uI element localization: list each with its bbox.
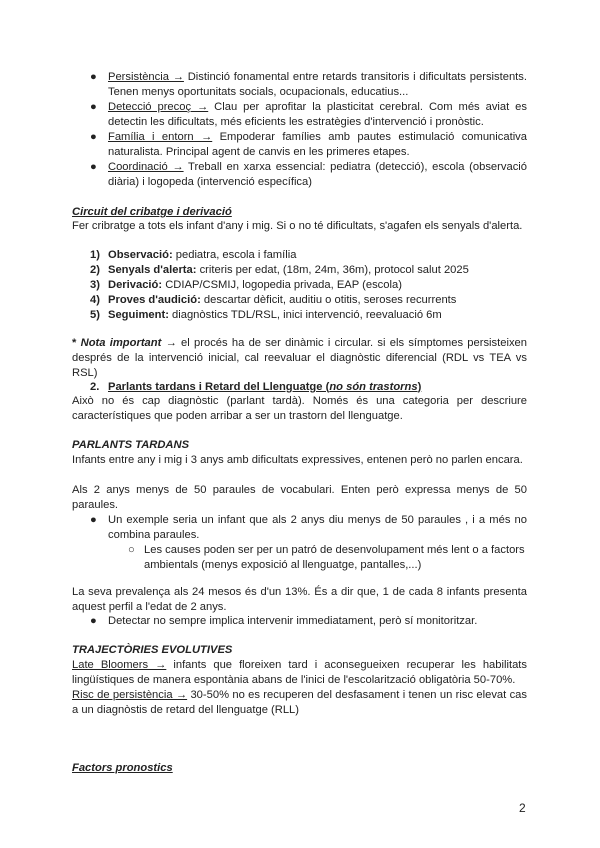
parlants-heading: PARLANTS TARDANS (72, 439, 190, 451)
parlants-p2: Als 2 anys menys de 50 paraules de vocabulari. Enten però expressa menys de 50 paraules. (72, 484, 527, 511)
late-bloomers-label: Late Bloomers → (72, 659, 167, 671)
list-item (90, 614, 527, 629)
step-number: 5) (90, 309, 100, 321)
step-number: 1) (90, 249, 100, 261)
bullet-text: Distinció fonamental entre retards transitoris i dificultats persistents. Tenen menys oportunitats socials, ocupacionals, educatius... (108, 71, 527, 98)
trajectories-heading: TRAJECTÒRIES EVOLUTIVES (72, 644, 233, 656)
list-item (90, 100, 527, 130)
sub-text: Les causes poden ser per un patró de desenvolupament més lent o a factors ambientals (menys exposició al llenguatge, pantalles,...) (144, 544, 525, 571)
step-label: Observació: (108, 249, 173, 261)
section-title (108, 380, 421, 395)
bullet-text: Empoderar famílies amb pautes estimulació comunicativa naturalista. Principal agent de canvis en les primeres etapes. (108, 131, 527, 158)
bullet-icon: ● (90, 101, 97, 113)
list-item (90, 70, 527, 100)
persistence-risk-label: Risc de persistència → (72, 689, 188, 701)
persistence-risk-text: 30-50% no es recuperen del desfasament i tenen un risc elevat cas a un diagnòstis de retard del llenguatge (RLL) (72, 689, 527, 716)
bullet-icon: ● (90, 71, 97, 83)
important-note (72, 336, 527, 381)
note-label: Nota important (80, 337, 162, 349)
parlants-p1: Infants entre any i mig i 3 anys amb dificultats expressives, entenen però no parlen encara. (72, 454, 523, 466)
bullet-text: Treball en xarxa essencial: pediatra (detecció), escola (observació diària) i logopeda (intervenció específica) (108, 161, 527, 188)
note-prefix: * (72, 337, 81, 349)
step-label: Senyals d'alerta: (108, 264, 197, 276)
parlants-p3: La seva prevalença als 24 mesos és d'un 13%. És a dir que, 1 de cada 8 infants presenta aquest perfil a l'edat de 2 anys. (72, 586, 527, 613)
step-number: 3) (90, 279, 100, 291)
persistence-risk (72, 688, 527, 718)
circuit-intro: Fer cribratge a tots els infant d'any i mig. Si o no té dificultats, s'agafen els senyals d'alerta. (72, 220, 523, 232)
factors-heading: Factors pronostics (72, 762, 173, 774)
bullet-icon: ● (90, 514, 97, 526)
section-title-end: ) (417, 381, 422, 393)
step-label: Derivació: (108, 279, 163, 291)
list-item (90, 308, 527, 323)
sub-list-item (128, 543, 527, 573)
bullet-label: Família i entorn → (108, 131, 213, 143)
section-title-main: Parlants tardans i Retard del Llenguatge ( (108, 381, 330, 393)
step-text: descartar dèficit, auditiu o otitis, seroses recurrents (200, 294, 457, 306)
circle-bullet-icon: ○ (128, 544, 135, 556)
bullet-label: Coordinació → (108, 161, 184, 173)
bullet-icon: ● (90, 615, 97, 627)
bullet-icon: ● (90, 161, 97, 173)
section-number: 2. (90, 381, 100, 393)
step-text: pediatra, escola i família (172, 249, 297, 261)
bullet-text: Clau per aprofitar la plasticitat cerebral. Com més aviat es detectin les dificultats, més eficients les estratègies d'intervenció i pronòstic. (108, 101, 528, 128)
section-title-italic: no són trastorns (329, 381, 418, 393)
page-number: 2 (519, 801, 526, 815)
step-text: diagnòstics TDL/RSL, inici intervenció, reevaluació 6m (168, 309, 442, 321)
list-item (90, 160, 527, 190)
step-text: criteris per edat, (18m, 24m, 36m), protocol salut 2025 (196, 264, 469, 276)
list-item (90, 513, 527, 543)
bullet-label: Detecció precoç → (108, 101, 209, 113)
step-number: 4) (90, 294, 100, 306)
circuit-heading: Circuit del cribatge i derivació (72, 206, 232, 218)
note-text: → el procés ha de ser dinàmic i circular. si els símptomes persisteixen després de la intervenció inicial, cal reevaluar el diagnòstic diferencial (RDL vs TEA vs RSL) (72, 337, 527, 379)
step-label: Seguiment: (108, 309, 169, 321)
bullet-text: Un exemple seria un infant que als 2 anys diu menys de 50 paraules , i a més no combina paraules. (108, 514, 527, 541)
step-text: CDIAP/CSMIJ, logopedia privada, EAP (escola) (162, 279, 402, 291)
list-item (90, 293, 527, 308)
list-item (90, 278, 527, 293)
step-label: Proves d'audició: (108, 294, 201, 306)
bullet-text: Detectar no sempre implica intervenir immediatament, però sí monitoritzar. (108, 615, 478, 627)
list-item (90, 130, 527, 160)
list-item (90, 248, 527, 263)
bullet-icon: ● (90, 131, 97, 143)
bullet-label: Persistència → (108, 71, 184, 83)
late-bloomers-text: infants que floreixen tard i aconsegueixen recuperar les habilitats lingüístiques de manera espontània abans de l'inici de l'escolarització obligatòria 50-70%. (72, 659, 527, 686)
late-bloomers (72, 658, 527, 688)
step-number: 2) (90, 264, 100, 276)
list-item (90, 263, 527, 278)
section-text: Això no és cap diagnòstic (parlant tardà). Només és una categoria per descriure característiques que poden arribar a ser un trastorn del llenguatge. (72, 395, 527, 422)
